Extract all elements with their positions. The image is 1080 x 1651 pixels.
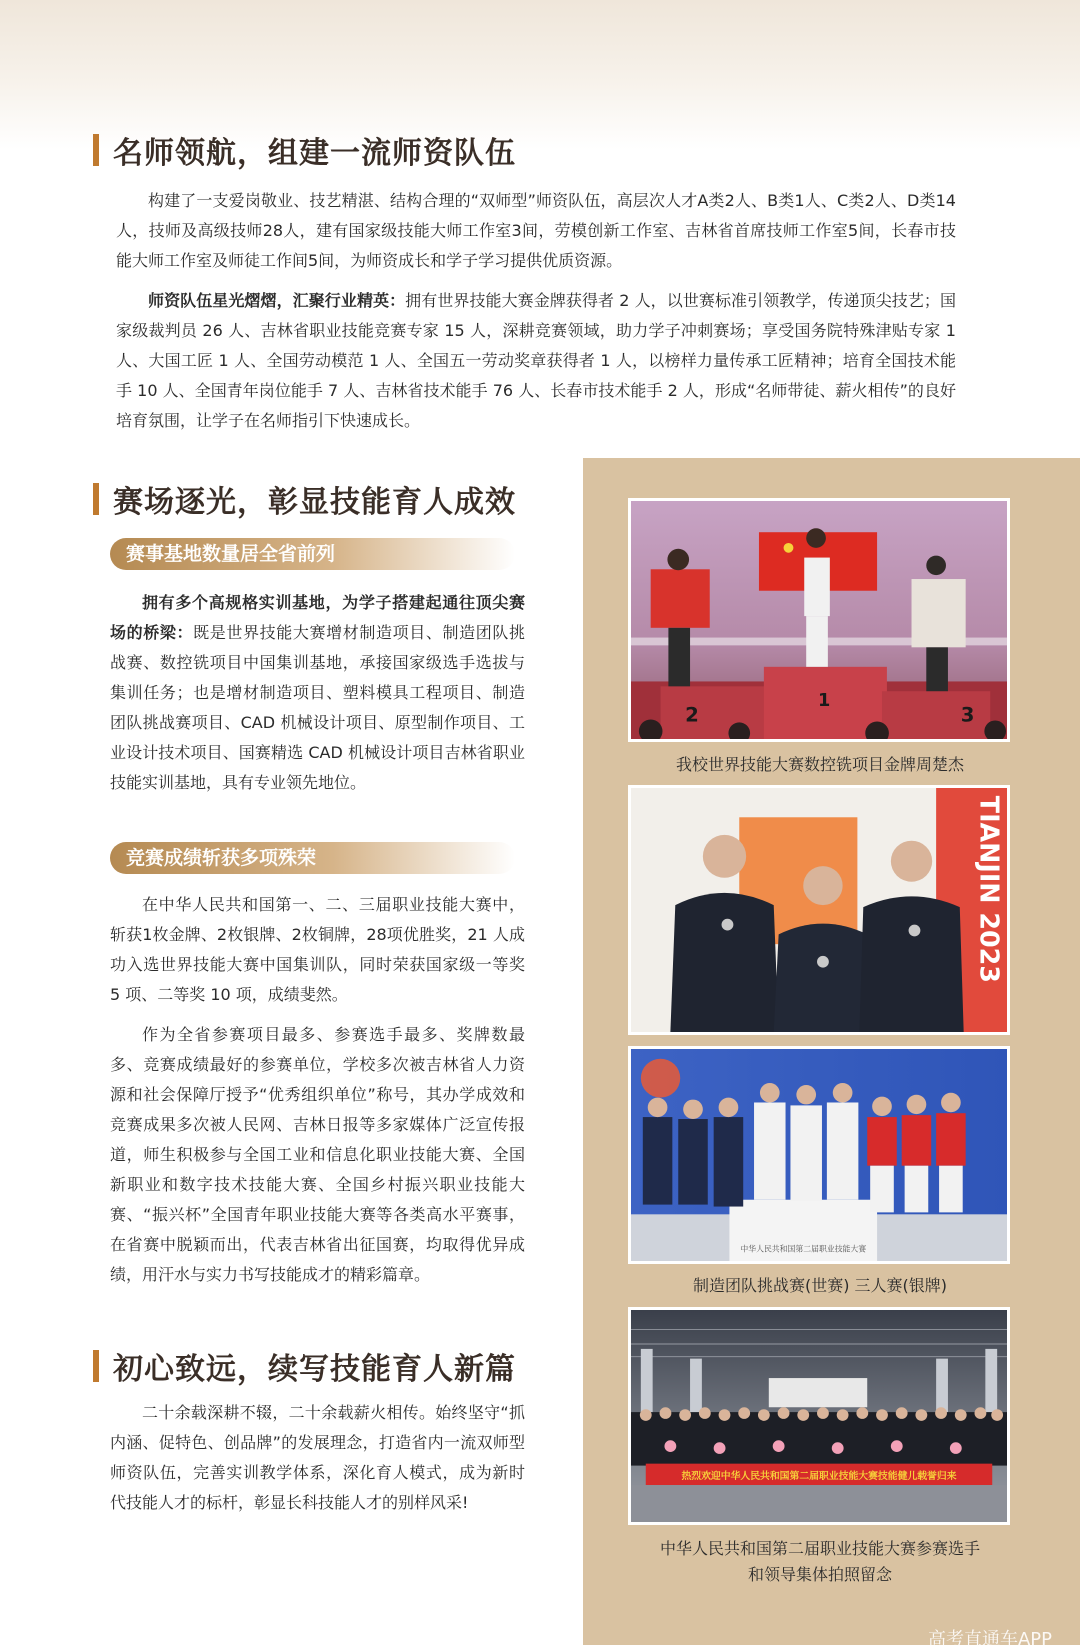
title-accent-bar xyxy=(93,134,99,166)
training-bases-lead: 拥有多个高规格实训基地，为学子搭建起通往顶尖赛场的桥梁： xyxy=(110,593,525,642)
welcome-banner-text: 热烈欢迎中华人民共和国第二届职业技能大赛技能健儿载誉归来 xyxy=(681,1471,957,1483)
future-paragraph: 二十余载深耕不辍，二十余载薪火相传。始终坚守“抓内涵、促特色、创品牌”的发展理念，打造省内一流双师型师资队伍，完善实训教学体系，深化育人模式，成为新时代技能人才的标杆，彰显长科技能人才的别样风采! xyxy=(110,1403,525,1512)
photo-caption-team-challenge: 制造团队挑战赛(世赛) 三人赛(银牌) xyxy=(692,1276,948,1295)
photo-caption-group xyxy=(600,1536,1040,1588)
photo-three-medalists xyxy=(628,785,1010,1035)
watermark-text: 高考直通车APP xyxy=(927,1629,1052,1650)
medals-paragraph: 在中华人民共和国第一、二、三届职业技能大赛中，斩获1枚金牌、2枚银牌、2枚铜牌，28项优胜奖，21 人成功入选世界技能大赛中国集训队，同时荣获国家级一等奖 5 项、二等奖 10 项，成绩斐然。 xyxy=(110,895,525,1004)
podium-third-label: 3 xyxy=(960,703,975,727)
section-title-text: 名师领航，组建一流师资队伍 xyxy=(113,136,516,171)
photo-wall-text: TIANJIN 2023 xyxy=(973,795,1004,983)
organization-paragraph: 作为全省参赛项目最多、参赛选手最多、奖牌数最多、竞赛成绩最好的参赛单位，学校多次被吉林省人力资源和社会保障厅授予“优秀组织单位”称号，其办学成效和竞赛成果多次被人民网、吉林日报等多家媒体广泛宣传报道，师生积极参与全国工业和信息化职业技能大赛、全国新职业和数字技术技能大赛、全国乡村振兴职业技能大赛、“振兴杯”全国青年职业技能大赛等各类高水平赛事，在省赛中脱颖而出，代表吉林省出征国赛，均取得优异成绩，用汗水与实力书写技能成才的精彩篇章。 xyxy=(110,1025,525,1284)
title-accent-bar xyxy=(93,1350,99,1382)
photo-caption-group-line2: 和领导集体拍照留念 xyxy=(747,1565,892,1584)
faculty-paragraph: 构建了一支爱岗敬业、技艺精湛、结构合理的“双师型”师资队伍，高层次人才A类2人、B类1人、C类2人、D类14人，技师及高级技师28人，建有国家级技能大师工作室3间，劳模创新工作室、吉林省首席技师工作室5间，长春市技能大师工作室及师徒工作间5间，为师资成长和学子学习提供优质资源。 xyxy=(116,191,956,270)
section-title-faculty xyxy=(93,128,516,172)
photo-group-welcome xyxy=(628,1307,1010,1525)
faculty-elite-text: 拥有世界技能大赛金牌获得者 2 人，以世赛标准引领教学，传递顶尖技艺；国家级裁判员 26 人、吉林省职业技能竞赛专家 15 人，深耕竞赛领域，助力学子冲刺赛场；享受国务院特殊津贴专家 1 人、大国工匠 1 人、全国劳动模范 1 人、全国五一劳动奖章获得者 1 人，以榜样力量传承工匠精神；培育全国技术能手 10 人、全国青年岗位能手 7 人、吉林省技术能手 76 人、长春市技术能手 2 人，形成“名师带徒、薪火相传”的良好培育氛围，让学子在名师指引下快速成长。 xyxy=(116,291,956,430)
stage-banner-text: 中华人民共和国第二届职业技能大赛 xyxy=(740,1244,867,1254)
podium-first-label: 1 xyxy=(818,690,831,711)
podium-second-label: 2 xyxy=(685,703,699,727)
section-title-text: 赛场逐光，彰显技能育人成效 xyxy=(113,485,516,520)
section-title-future xyxy=(93,1344,516,1388)
title-accent-bar xyxy=(93,483,99,515)
subheading-training-bases: 赛事基地数量居全省前列 xyxy=(110,538,515,570)
section-title-competition xyxy=(93,477,516,521)
photo-caption-group-line1: 中华人民共和国第二届职业技能大赛参赛选手 xyxy=(659,1539,980,1558)
subheading-competition-honors: 竞赛成绩斩获多项殊荣 xyxy=(110,842,515,874)
training-bases-text: 既是世界技能大赛增材制造项目、制造团队挑战赛、数控铣项目中国集训基地，承接国家级选手选拔与集训任务；也是增材制造项目、塑料模具工程项目、制造团队挑战赛项目、CAD 机械设计项目、原型制作项目、工业设计技术项目、国赛精选 CAD 机械设计项目吉林省职业技能实训基地，具有专业领先地位。 xyxy=(110,623,525,792)
faculty-elite-lead: 师资队伍星光熠熠，汇聚行业精英： xyxy=(148,291,406,310)
training-bases-paragraph xyxy=(110,588,525,798)
faculty-elite-paragraph xyxy=(116,286,956,436)
photo-caption-gold-medal: 我校世界技能大赛数控铣项目金牌周楚杰 xyxy=(675,755,964,774)
photo-podium-gold-medal xyxy=(628,498,1010,742)
photo-team-challenge xyxy=(628,1046,1010,1264)
section-title-text: 初心致远，续写技能育人新篇 xyxy=(113,1352,516,1387)
